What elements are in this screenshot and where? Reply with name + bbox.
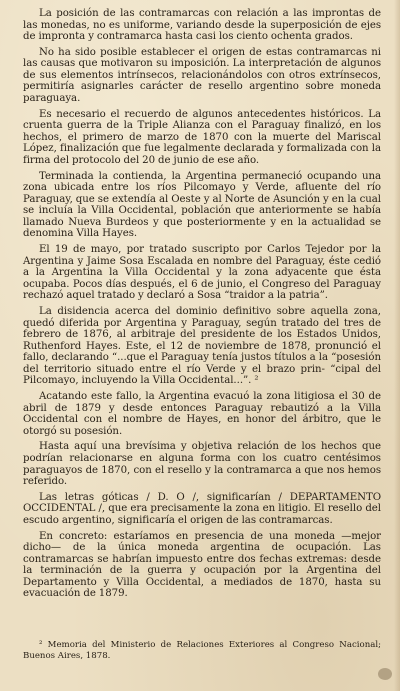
paragraph: La posición de las contramarcas con relación a las improntas de las monedas, no es uniforme, variando desde la superposición de ejes de impronta y contramarca hasta casi los ciento ochenta grados. bbox=[23, 8, 381, 43]
paragraph: El 19 de mayo, por tratado suscripto por Carlos Tejedor por la Argentina y Jaime Sosa Escalada en nombre del Paraguay, éste cedió a la Argentina la Villa Occidental y la zona adyacente que ésta ocupaba. Pocos días después, el 6 de junio, el Congreso del Paraguay rechazó aquel tratado y declaró a Sosa “traidor a la patria”. bbox=[23, 244, 381, 302]
page-edge-shadow bbox=[394, 0, 400, 691]
footnote: ² Memoria del Ministerio de Relaciones Exteriores al Congreso Nacional; Buenos Aires, 1878. bbox=[23, 640, 381, 661]
paragraph: Acatando este fallo, la Argentina evacuó la zona litigiosa el 30 de abril de 1879 y desde entonces Paraguay rebautizó a la Villa Occidental con el nombre de Hayes, en honor del árbitro, que le otorgó su posesión. bbox=[23, 391, 381, 437]
ink-stain bbox=[378, 668, 392, 680]
paragraph: La disidencia acerca del dominio definitivo sobre aquella zona, quedó diferida por Argentina y Paraguay, según tratado del tres de febrero de 1876, al arbitraje del presidente de los Estados Unidos, Ruthenford Hayes. Este, el 12 de noviembre de 1878, pronunció el fallo, declarando “...que el Paraguay tenía justos títulos a la “posesión del territorio situado entre el río Verde y el brazo prin- “cipal del Pilcomayo, incluyendo la Villa Occidental...”. ² bbox=[23, 306, 381, 387]
paragraph: En concreto: estaríamos en presencia de una moneda —mejor dicho— de la única moneda argentina de ocupación. Las contramarcas se habrían impuesto entre dos fechas extremas: desde la terminación de la guerra y ocupación por la Argentina del Departamento y Villa Occidental, a mediados de 1870, hasta su evacuación de 1879. bbox=[23, 530, 381, 600]
paragraph: Hasta aquí una brevísima y objetiva relación de los hechos que podrían relacionarse en alguna forma con los cuatro centésimos paraguayos de 1870, con el resello y la contramarca a que nos hemos referido. bbox=[23, 441, 381, 488]
paragraph: Es necesario el recuerdo de algunos antecedentes históricos. La cruenta guerra de la Triple Alianza con el Paraguay finalizó, en los hechos, el primero de marzo de 1870 con la muerte del Mariscal López, finalización que fue legalmente declarada y formalizada con la firma del protocolo del 20 de junio de ese año. bbox=[23, 108, 381, 166]
paragraph: Terminada la contienda, la Argentina permaneció ocupando una zona ubicada entre los ríos Pilcomayo y Verde, afluente del río Paraguay, que se extendía al Oeste y al Norte de Asunción y en la cual se incluía la Villa Occidental, población que anteriormente se había llamado Nueva Burdeos y que posteriormente y en la actualidad se denomina Villa Hayes. bbox=[23, 170, 381, 240]
body-text bbox=[23, 8, 381, 604]
paragraph: No ha sido posible establecer el origen de estas contramarcas ni las causas que motivaron su imposición. La interpretación de algunos de sus elementos intrínsecos, relacionándolos con otros extrínsecos, permitiría asignarles carácter de resello argentino sobre moneda paraguaya. bbox=[23, 46, 381, 105]
paragraph: Las letras góticas / D. O /, significarían / DEPARTAMENTO OCCIDENTAL /, que era precisamente la zona en litigio. El resello del escudo argentino, significaría el origen de las contramarcas. bbox=[23, 491, 381, 526]
